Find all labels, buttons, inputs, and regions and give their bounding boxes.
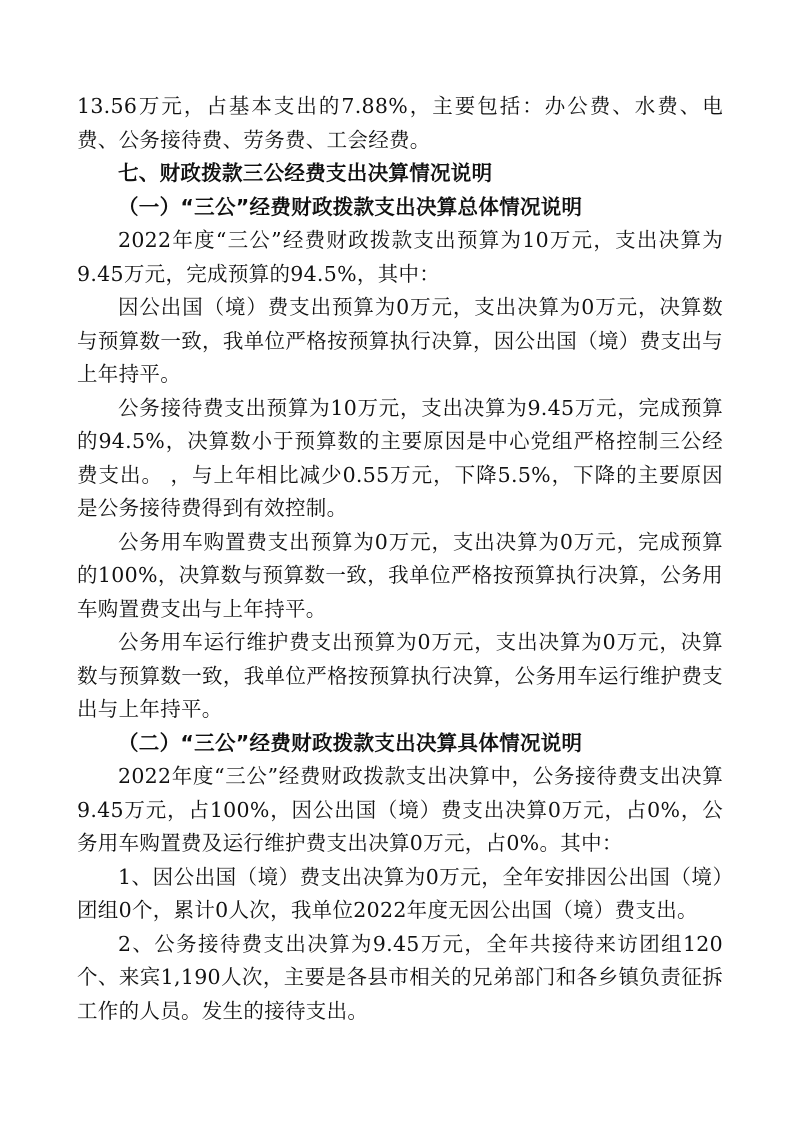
subsection-heading-overall: （一）“三公”经费财政拨款支出决算总体情况说明	[118, 194, 583, 219]
body-paragraph-vehicle-maintenance: 公务用车运行维护费支出预算为0万元，支出决算为0万元，决算数与预算数一致，我单位严格按预算执行决算，公务用车运行维护费支出与上年持平。	[77, 630, 723, 721]
body-paragraph-specific-summary: 2022年度“三公”经费财政拨款支出决算中，公务接待费支出决算9.45万元，占100%，因公出国（境）费支出决算0万元，占0%，公务用车购置费及运行维护费支出决算0万元，占0%。其中：	[77, 764, 723, 855]
body-paragraph-reception: 公务接待费支出预算为10万元，支出决算为9.45万元，完成预算的94.5%，决算数小于预算数的主要原因是中心党组严格控制三公经费支出。 ，与上年相比减少0.55万元，下降5.5%，下降的主要原因是公务接待费得到有效控制。	[77, 395, 723, 520]
body-paragraph-item-one: 1、因公出国（境）费支出决算为0万元，全年安排因公出国（境）团组0个，累计0人次，我单位2022年度无因公出国（境）费支出。	[77, 864, 723, 922]
document-page	[77, 90, 723, 1028]
body-paragraph-budget-summary: 2022年度“三公”经费财政拨款支出预算为10万元，支出决算为9.45万元，完成预算的94.5%，其中：	[77, 228, 723, 286]
body-paragraph-continuation: 13.56万元，占基本支出的7.88%，主要包括：办公费、水费、电费、公务接待费、劳务费、工会经费。	[77, 94, 723, 152]
body-paragraph-overseas-travel: 因公出国（境）费支出预算为0万元，支出决算为0万元，决算数与预算数一致，我单位严格按预算执行决算，因公出国（境）费支出与上年持平。	[77, 295, 723, 386]
subsection-heading-specific: （二）“三公”经费财政拨款支出决算具体情况说明	[118, 730, 583, 755]
body-paragraph-item-two: 2、公务接待费支出决算为9.45万元，全年共接待来访团组120个、来宾1,190人次，主要是各县市相关的兄弟部门和各乡镇负责征拆工作的人员。发生的接待支出。	[77, 931, 723, 1023]
body-paragraph-vehicle-purchase: 公务用车购置费支出预算为0万元，支出决算为0万元，完成预算的100%，决算数与预算数一致，我单位严格按预算执行决算，公务用车购置费支出与上年持平。	[77, 529, 723, 621]
section-heading-seven: 七、财政拨款三公经费支出决算情况说明	[118, 161, 493, 185]
